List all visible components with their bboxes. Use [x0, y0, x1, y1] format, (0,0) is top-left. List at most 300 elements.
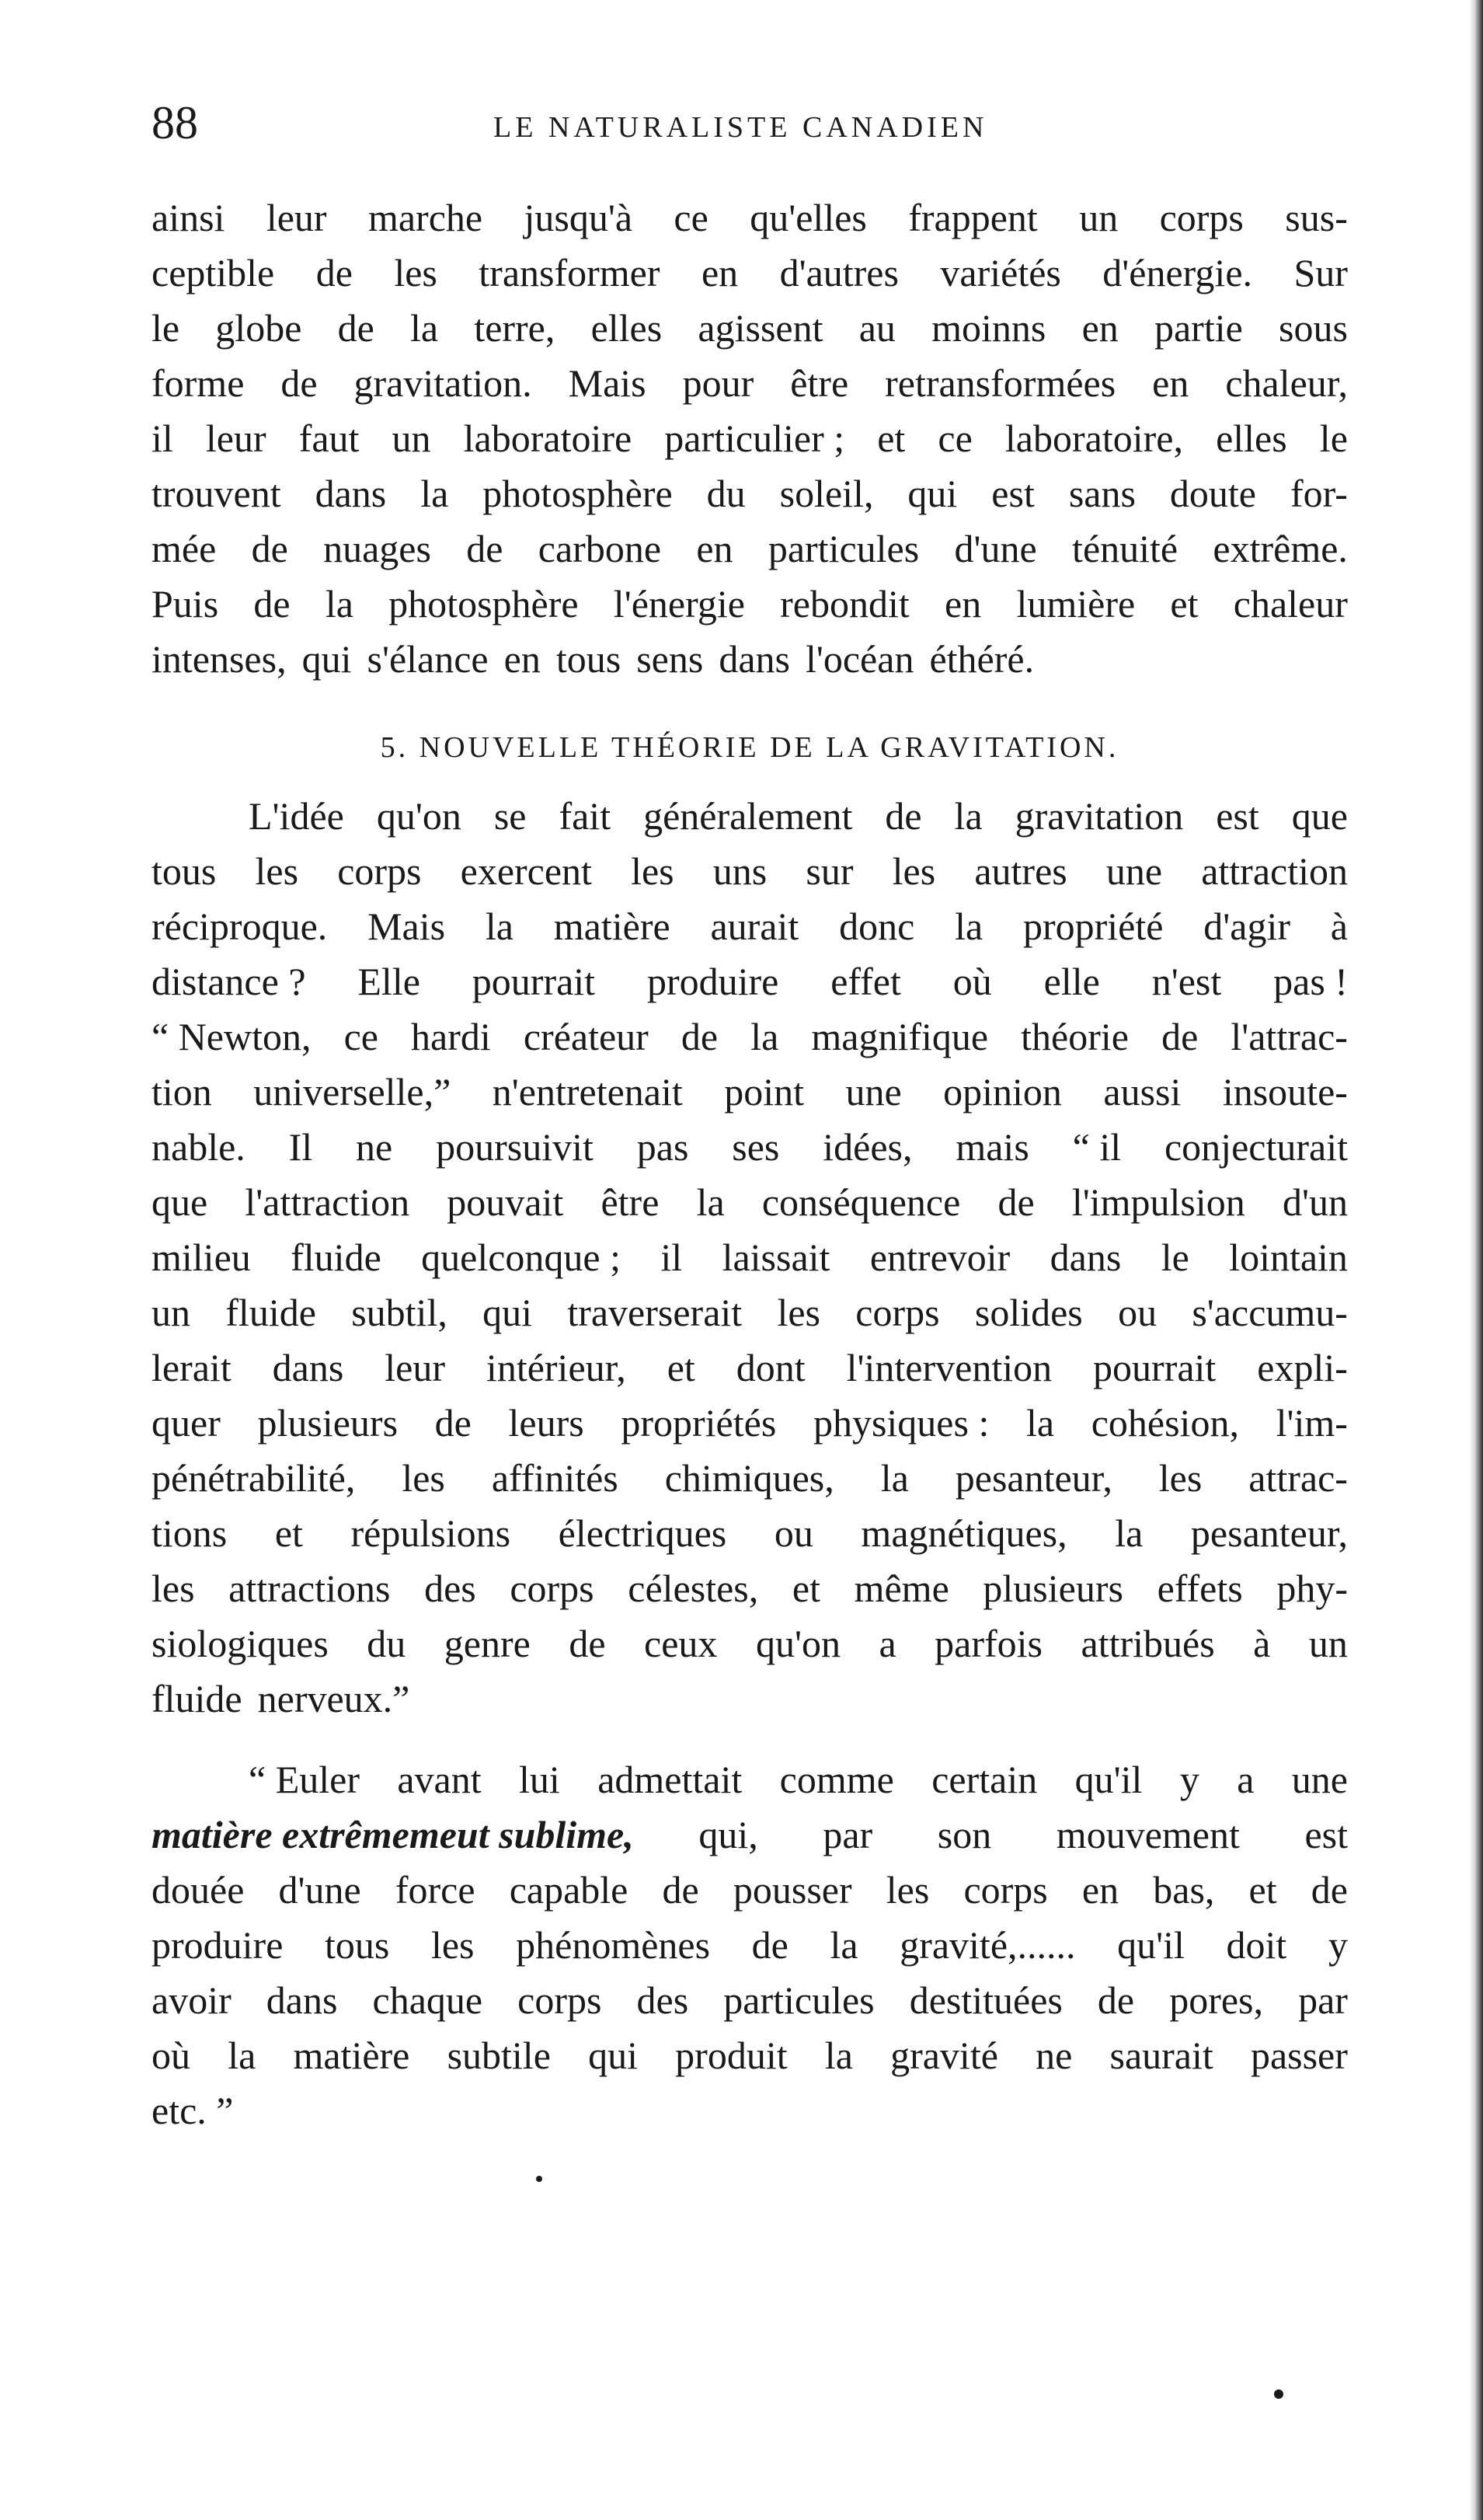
- word: attraction: [1201, 849, 1348, 893]
- word: l'intervention: [846, 1346, 1053, 1389]
- word: particulier ;: [664, 417, 845, 460]
- word: être: [790, 361, 849, 405]
- text-line: [151, 466, 1348, 521]
- word: globe: [215, 306, 302, 350]
- word: ne: [356, 1125, 393, 1169]
- word: traverserait: [567, 1291, 743, 1334]
- word: matière: [553, 904, 670, 948]
- word: la: [955, 904, 983, 948]
- word: d'une: [278, 1868, 361, 1912]
- word: leur: [205, 417, 266, 460]
- word: soleil,: [779, 472, 874, 515]
- word: pourrait: [1093, 1346, 1217, 1389]
- word: corps: [855, 1291, 940, 1334]
- paragraph-gravitation-theory: [151, 789, 1348, 1727]
- word: la: [485, 904, 513, 948]
- word: Puis: [151, 582, 219, 626]
- word: réciproque.: [151, 904, 328, 948]
- word: douée: [151, 1868, 245, 1912]
- word: phénomènes: [516, 1923, 711, 1967]
- word: répulsions: [350, 1511, 511, 1555]
- word: marche: [367, 196, 483, 239]
- word: aurait: [710, 904, 799, 948]
- word: ce: [343, 1015, 378, 1058]
- word: capable: [509, 1868, 628, 1912]
- word: phy-: [1276, 1567, 1348, 1610]
- word: qui: [907, 472, 958, 515]
- word: corps: [963, 1868, 1048, 1912]
- word: d'un: [1282, 1180, 1348, 1224]
- word: qu'on: [755, 1622, 841, 1665]
- text-line: [151, 844, 1348, 899]
- word: terre,: [474, 306, 555, 350]
- word: propriété: [1022, 904, 1164, 948]
- word: des: [424, 1567, 476, 1610]
- word: tions: [151, 1511, 228, 1555]
- paragraph-euler-quote: [151, 1752, 1348, 2138]
- word: point: [724, 1070, 805, 1114]
- word: théorie: [1021, 1015, 1129, 1058]
- word: lumière: [1016, 582, 1136, 626]
- word: la: [410, 306, 439, 350]
- word: et: [792, 1567, 820, 1610]
- word: quelconque ;: [421, 1236, 621, 1279]
- word: la: [228, 2034, 256, 2077]
- text-line: [151, 246, 1348, 301]
- word: s'élance: [367, 637, 489, 681]
- word: n'est: [1151, 960, 1222, 1003]
- word: les: [402, 1456, 445, 1500]
- word: laboratoire,: [1004, 417, 1183, 460]
- word: produire: [151, 1923, 284, 1967]
- section-title: 5. NOUVELLE THÉORIE DE LA GRAVITATION.: [380, 731, 1119, 764]
- word: nerveux.”: [257, 1677, 410, 1720]
- word: chaleur,: [1225, 361, 1348, 405]
- word: de: [251, 527, 288, 570]
- word: il: [660, 1236, 683, 1279]
- word: de: [253, 582, 291, 626]
- word: Il: [288, 1125, 313, 1169]
- word: les: [631, 849, 674, 893]
- text-line: [151, 1285, 1348, 1340]
- word: et: [877, 417, 906, 460]
- word: insoute-: [1222, 1070, 1348, 1114]
- word: par: [823, 1813, 873, 1856]
- word: est: [1304, 1813, 1348, 1856]
- word: fluide: [151, 1677, 242, 1720]
- word: agissent: [698, 306, 823, 350]
- text-line: [151, 1175, 1348, 1230]
- word: doit: [1226, 1923, 1287, 1967]
- word: la: [880, 1456, 909, 1500]
- word: attrac-: [1248, 1456, 1348, 1500]
- word: qu'on: [376, 794, 461, 838]
- word: bas,: [1153, 1868, 1215, 1912]
- word: propriétés: [621, 1401, 777, 1445]
- word: ce: [674, 196, 708, 239]
- word: carbone: [538, 527, 662, 570]
- word: corps: [337, 849, 422, 893]
- word: les: [886, 1868, 930, 1912]
- word: frappent: [908, 196, 1038, 239]
- word: éthéré.: [929, 637, 1035, 681]
- word: qui: [301, 637, 352, 681]
- word: de: [662, 1868, 699, 1912]
- word: ce: [938, 417, 973, 460]
- word: de: [1097, 1978, 1135, 2022]
- word: elles: [590, 306, 663, 350]
- word: effet: [830, 960, 901, 1003]
- word: où: [151, 2034, 190, 2077]
- word: son: [937, 1813, 992, 1856]
- word: au: [858, 306, 896, 350]
- text-line: [151, 411, 1348, 466]
- word: doute: [1169, 472, 1256, 515]
- word: leur: [385, 1346, 445, 1389]
- word: dans: [719, 637, 790, 681]
- text-line: [151, 1616, 1348, 1671]
- word: n'entretenait: [492, 1070, 683, 1114]
- word: lui: [519, 1758, 560, 1801]
- word: milieu: [151, 1236, 251, 1279]
- word: en: [945, 582, 982, 626]
- word: physiques :: [813, 1401, 990, 1445]
- word: tion: [151, 1070, 212, 1114]
- page-number: 88: [151, 97, 198, 148]
- word: “ Newton,: [151, 1015, 312, 1058]
- word: ses: [732, 1125, 780, 1169]
- word: de: [280, 361, 318, 405]
- word: en: [1081, 1868, 1119, 1912]
- text-line: [151, 789, 1348, 844]
- word: for-: [1290, 472, 1348, 515]
- word: a: [879, 1622, 896, 1665]
- word: conséquence: [761, 1180, 961, 1224]
- word: destituées: [909, 1978, 1063, 2022]
- word: avant: [397, 1758, 482, 1801]
- text-line: [151, 1671, 1348, 1727]
- word: les: [892, 849, 936, 893]
- word: jusqu'à: [524, 196, 633, 239]
- word: pénétrabilité,: [151, 1456, 356, 1500]
- running-head: LE NATURALISTE CANADIEN: [493, 111, 988, 144]
- word: magnétiques,: [861, 1511, 1067, 1555]
- word: ténuité: [1072, 527, 1178, 570]
- word: une: [1291, 1758, 1348, 1801]
- word: matière extrêmemeut sublime,: [151, 1813, 634, 1856]
- word: partie: [1154, 306, 1243, 350]
- word: gravitation.: [353, 361, 532, 405]
- word: Sur: [1293, 251, 1348, 295]
- word: a: [1237, 1758, 1255, 1801]
- word: les: [394, 251, 437, 295]
- word: photosphère: [482, 472, 673, 515]
- word: en: [503, 637, 541, 681]
- word: chaleur: [1233, 582, 1348, 626]
- word: ceux: [644, 1622, 718, 1665]
- word: fait: [559, 794, 611, 838]
- word: tous: [555, 637, 621, 681]
- word: de: [569, 1622, 606, 1665]
- word: intenses,: [151, 637, 287, 681]
- word: que: [151, 1180, 208, 1224]
- text-line: [151, 190, 1348, 246]
- text-line: [151, 1863, 1348, 1918]
- word: laboratoire: [463, 417, 632, 460]
- word: corps: [517, 1978, 602, 2022]
- word: admettait: [597, 1758, 743, 1801]
- paragraph-continuation: [151, 190, 1348, 687]
- word: comme: [779, 1758, 894, 1801]
- word: L'idée: [249, 794, 344, 838]
- word: lointain: [1229, 1236, 1348, 1279]
- word: même: [854, 1567, 949, 1610]
- word: d'une: [954, 527, 1037, 570]
- word: et: [1248, 1868, 1277, 1912]
- word: qu'elles: [750, 196, 867, 239]
- text-line: [151, 1065, 1348, 1120]
- text-line: [151, 1807, 1348, 1863]
- word: produit: [675, 2034, 788, 2077]
- print-speck: [536, 2176, 542, 2182]
- word: elle: [1043, 960, 1100, 1003]
- word: ainsi: [151, 196, 225, 239]
- word: créateur: [523, 1015, 649, 1058]
- word: l'attrac-: [1231, 1015, 1348, 1058]
- word: genre: [444, 1622, 531, 1665]
- word: expli-: [1257, 1346, 1348, 1389]
- word: uns: [712, 849, 768, 893]
- word: dans: [266, 1978, 338, 2022]
- word: pouvait: [447, 1180, 564, 1224]
- word: mée: [151, 527, 217, 570]
- word: de: [337, 306, 374, 350]
- word: la: [696, 1180, 725, 1224]
- word: leur: [266, 196, 327, 239]
- word: subtile: [447, 2034, 551, 2077]
- text-line: [151, 1230, 1348, 1285]
- word: la: [954, 794, 983, 838]
- word: y: [1328, 1923, 1348, 1967]
- word: tous: [151, 849, 217, 893]
- word: quer: [151, 1401, 221, 1445]
- word: être: [601, 1180, 660, 1224]
- text-line: [151, 1451, 1348, 1506]
- word: dans: [315, 472, 387, 515]
- text-line: [151, 2083, 1348, 2138]
- word: passer: [1250, 2034, 1348, 2077]
- word: le: [151, 306, 180, 350]
- word: par: [1298, 1978, 1348, 2022]
- word: il: [151, 417, 173, 460]
- word: exercent: [460, 849, 592, 893]
- word: pas !: [1273, 960, 1348, 1003]
- word: tous: [325, 1923, 390, 1967]
- word: une: [845, 1070, 902, 1114]
- word: la: [420, 472, 449, 515]
- text-line: [151, 954, 1348, 1009]
- word: ceptible: [151, 251, 275, 295]
- word: particules: [723, 1978, 875, 2022]
- word: mouvement: [1056, 1813, 1240, 1856]
- word: qu'il: [1117, 1923, 1185, 1967]
- word: hardi: [411, 1015, 491, 1058]
- word: distance ?: [151, 960, 306, 1003]
- word: cohésion,: [1091, 1401, 1239, 1445]
- word: de: [1161, 1015, 1199, 1058]
- word: pour: [682, 361, 754, 405]
- word: “ il: [1072, 1125, 1122, 1169]
- word: chaque: [372, 1978, 483, 2022]
- word: faut: [298, 417, 360, 460]
- word: sous: [1279, 306, 1348, 350]
- word: pores,: [1169, 1978, 1263, 2022]
- word: extrême.: [1213, 527, 1348, 570]
- text-line: [151, 1561, 1348, 1616]
- word: généralement: [643, 794, 853, 838]
- word: à: [1253, 1622, 1271, 1665]
- word: effets: [1157, 1567, 1243, 1610]
- word: une: [1105, 849, 1163, 893]
- text-line: [151, 1973, 1348, 2028]
- text-line: [151, 1340, 1348, 1396]
- print-speck: [1274, 2389, 1283, 2399]
- word: rebondit: [780, 582, 910, 626]
- word: qu'il: [1074, 1758, 1143, 1801]
- word: célestes,: [628, 1567, 759, 1610]
- text-line: [151, 1396, 1348, 1451]
- page-header: [151, 92, 1348, 154]
- word: la: [824, 2034, 853, 2077]
- word: un: [392, 417, 431, 460]
- word: se: [493, 794, 527, 838]
- text-line: [151, 632, 1348, 687]
- text-line: [151, 1918, 1348, 1973]
- word: d'autres: [779, 251, 899, 295]
- word: gravité,......: [900, 1923, 1076, 1967]
- word: un: [1308, 1622, 1348, 1665]
- word: retransformées: [885, 361, 1116, 405]
- word: affinités: [491, 1456, 618, 1500]
- word: de: [885, 794, 922, 838]
- text-line: [151, 521, 1348, 577]
- word: un: [1079, 196, 1119, 239]
- word: du: [367, 1622, 406, 1665]
- word: nuages: [323, 527, 431, 570]
- word: qui: [588, 2034, 638, 2077]
- word: est: [991, 472, 1035, 515]
- word: matière: [293, 2034, 410, 2077]
- word: sur: [806, 849, 854, 893]
- word: produire: [646, 960, 779, 1003]
- word: elles: [1216, 417, 1287, 460]
- word: en: [701, 251, 739, 295]
- word: le: [1161, 1236, 1189, 1279]
- word: subtil,: [351, 1291, 447, 1334]
- word: sus-: [1285, 196, 1348, 239]
- word: s'accumu-: [1192, 1291, 1348, 1334]
- word: lerait: [151, 1346, 232, 1389]
- word: dont: [736, 1346, 806, 1389]
- word: moinns: [931, 306, 1046, 350]
- text-line: [151, 356, 1348, 411]
- word: chimiques,: [664, 1456, 834, 1500]
- word: Mais: [367, 904, 446, 948]
- word: de: [434, 1401, 472, 1445]
- word: trouvent: [151, 472, 281, 515]
- word: pourrait: [472, 960, 596, 1003]
- word: aussi: [1103, 1070, 1182, 1114]
- word: leurs: [508, 1401, 584, 1445]
- word: de: [1311, 1868, 1348, 1912]
- word: les: [151, 1567, 195, 1610]
- word: entrevoir: [869, 1236, 1011, 1279]
- word: pas: [636, 1125, 689, 1169]
- word: solides: [974, 1291, 1083, 1334]
- word: est: [1216, 794, 1259, 838]
- text-line: [151, 577, 1348, 632]
- word: dans: [1050, 1236, 1122, 1279]
- word: etc. ”: [151, 2089, 234, 2132]
- word: saurait: [1109, 2034, 1213, 2077]
- word: pesanteur,: [1190, 1511, 1348, 1555]
- word: universelle,”: [253, 1070, 451, 1114]
- word: gravité: [890, 2034, 998, 2077]
- word: corps: [510, 1567, 594, 1610]
- word: et: [667, 1346, 695, 1389]
- word: y: [1179, 1758, 1199, 1801]
- word: et: [274, 1511, 303, 1555]
- word: les: [1158, 1456, 1203, 1500]
- word: conjecturait: [1164, 1125, 1348, 1169]
- word: transformer: [479, 251, 660, 295]
- word: un: [151, 1291, 190, 1334]
- word: pesanteur,: [955, 1456, 1112, 1500]
- word: la: [1115, 1511, 1144, 1555]
- word: parfois: [935, 1622, 1043, 1665]
- word: la: [1025, 1401, 1055, 1445]
- word: d'énergie.: [1102, 251, 1253, 295]
- word: fluide: [291, 1236, 381, 1279]
- word: en: [696, 527, 733, 570]
- word: sans: [1068, 472, 1136, 515]
- word: la: [750, 1015, 779, 1058]
- word: particules: [768, 527, 920, 570]
- word: fluide: [225, 1291, 316, 1334]
- word: de: [997, 1180, 1035, 1224]
- word: les: [430, 1923, 475, 1967]
- word: les: [255, 849, 299, 893]
- word: photosphère: [388, 582, 579, 626]
- word: l'énergie: [613, 582, 745, 626]
- page-edge-shadow: [1469, 0, 1483, 2520]
- word: que: [1291, 794, 1348, 838]
- word: plusieurs: [983, 1567, 1123, 1610]
- text-line: [151, 1752, 1348, 1807]
- word: de: [315, 251, 353, 295]
- word: ou: [1118, 1291, 1158, 1334]
- word: variétés: [940, 251, 1061, 295]
- word: opinion: [943, 1070, 1062, 1114]
- word: idées,: [823, 1125, 913, 1169]
- word: des: [636, 1978, 689, 2022]
- word: force: [395, 1868, 475, 1912]
- word: les: [777, 1291, 820, 1334]
- word: la: [325, 582, 353, 626]
- word: attribués: [1081, 1622, 1215, 1665]
- word: Elle: [357, 960, 420, 1003]
- word: laissait: [722, 1236, 830, 1279]
